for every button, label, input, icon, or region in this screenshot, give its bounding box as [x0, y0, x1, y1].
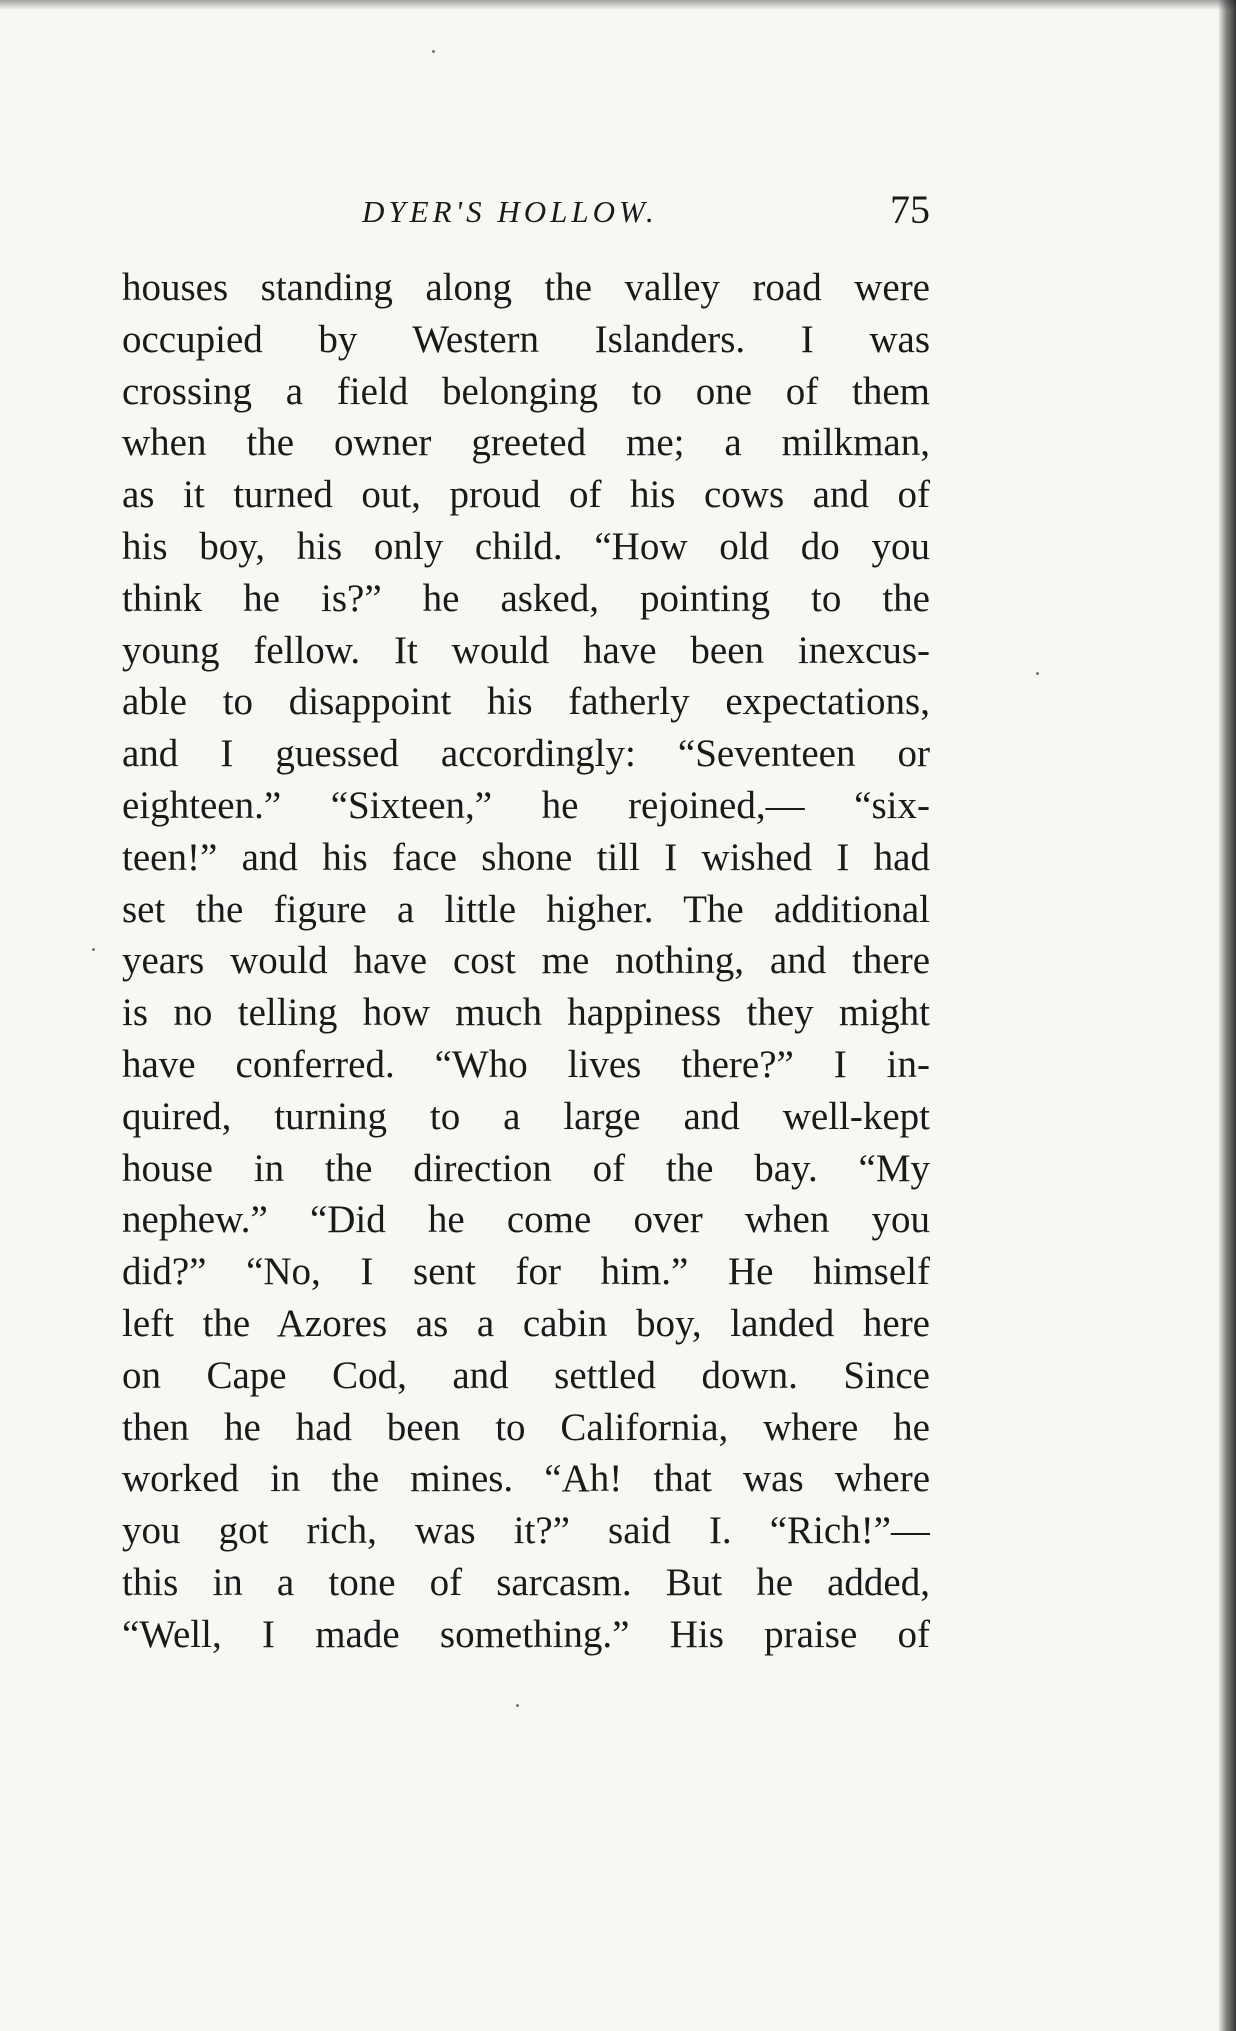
text-line: you got rich, was it?” said I. “Rich!”— [122, 1509, 930, 1553]
text-line: and I guessed accordingly: “Seventeen or [122, 732, 930, 776]
text-line: think he is?” he asked, pointing to the [122, 576, 930, 620]
scan-speck [516, 1704, 519, 1707]
text-line: teen!” and his face shone till I wished I had [122, 835, 930, 879]
text-line: is no telling how much happiness they might [122, 991, 930, 1035]
text-line: young fellow. It would have been inexcus- [122, 628, 930, 672]
text-line: when the owner greeted me; a milkman, [122, 421, 930, 465]
text-line: have conferred. “Who lives there?” I in- [122, 1042, 930, 1086]
text-line: left the Azores as a cabin boy, landed here [122, 1301, 930, 1345]
text-line: quired, turning to a large and well-kept [122, 1094, 930, 1138]
text-line: his boy, his only child. “How old do you [122, 524, 930, 568]
text-line: on Cape Cod, and settled down. Since [122, 1353, 930, 1397]
text-line: this in a tone of sarcasm. But he added, [122, 1560, 930, 1604]
page-number: 75 [890, 187, 930, 232]
text-line: “Well, I made something.” His praise of [122, 1612, 930, 1656]
scan-right-edge [1218, 0, 1236, 2031]
text-line: eighteen.” “Sixteen,” he rejoined,— “six- [122, 783, 930, 827]
scan-speck [1036, 672, 1039, 675]
text-line: house in the direction of the bay. “My [122, 1146, 930, 1190]
text-line: then he had been to California, where he [122, 1405, 930, 1449]
text-line: crossing a field belonging to one of them [122, 369, 930, 413]
body-text [122, 262, 930, 1661]
text-line: nephew.” “Did he come over when you [122, 1198, 930, 1242]
text-line: as it turned out, proud of his cows and of [122, 473, 930, 517]
running-head [122, 186, 930, 242]
text-line: able to disappoint his fatherly expectations, [122, 680, 930, 724]
text-line: worked in the mines. “Ah! that was where [122, 1457, 930, 1501]
scan-speck [92, 948, 95, 951]
scan-speck [432, 50, 435, 53]
scan-top-edge [0, 0, 1236, 10]
text-line: houses standing along the valley road were [122, 266, 930, 309]
text-line: occupied by Western Islanders. I was [122, 317, 930, 361]
text-line: did?” “No, I sent for him.” He himself [122, 1250, 930, 1294]
text-line: set the figure a little higher. The additional [122, 887, 930, 931]
running-head-title: DYER'S HOLLOW. [362, 194, 658, 229]
text-line: years would have cost me nothing, and there [122, 939, 930, 983]
